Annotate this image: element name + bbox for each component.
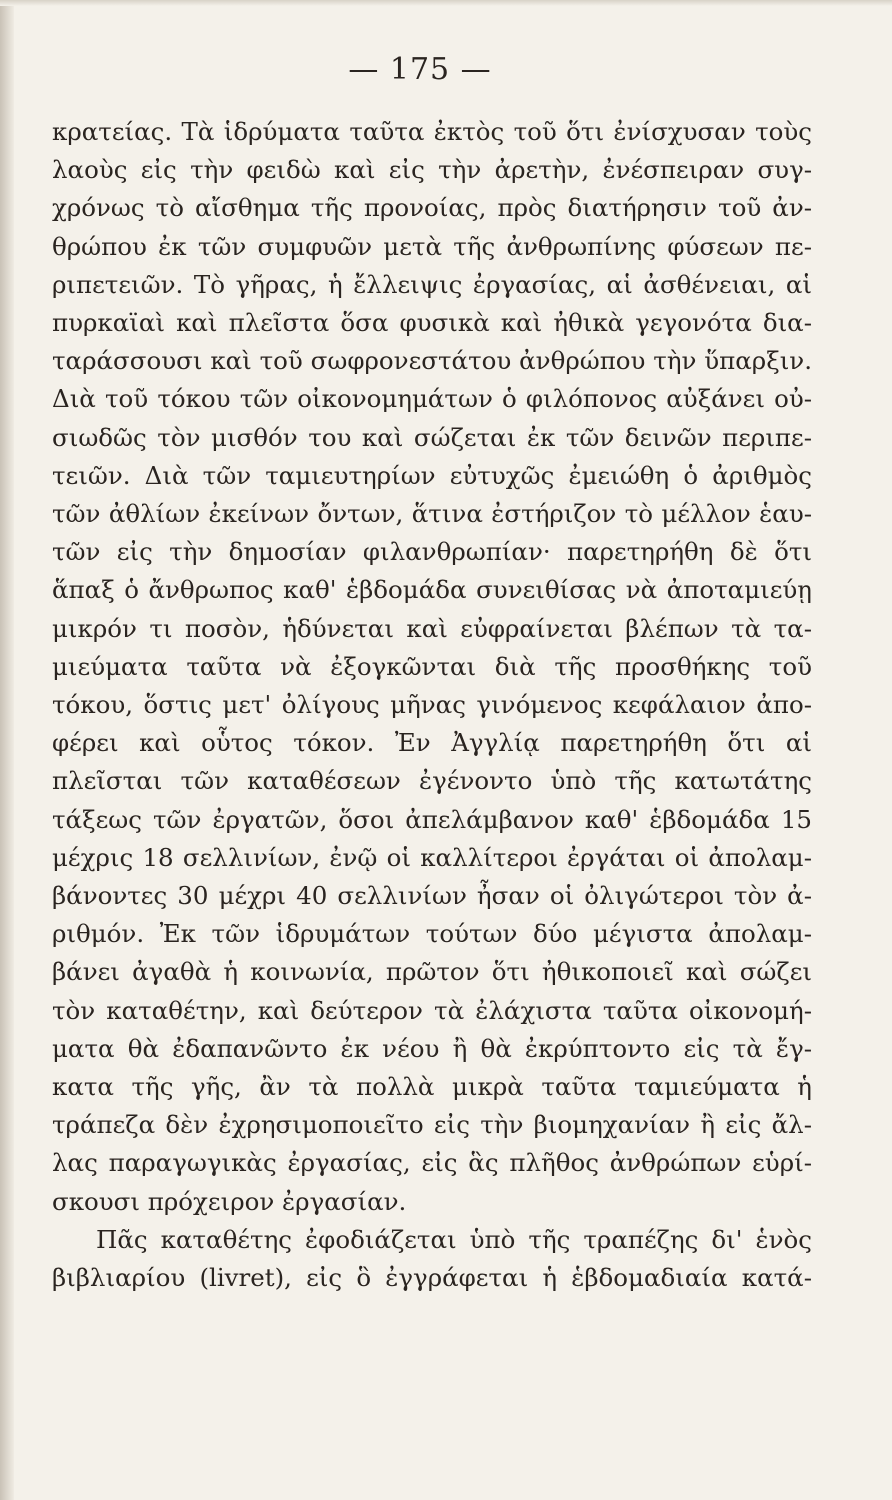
text-line: φέρει καὶ οὗτος τόκον. Ἐν Ἀγγλίᾳ παρετηρήθη ὅτι αἱ [52,728,812,758]
text-line: Διὰ τοῦ τόκου τῶν οἰκονομημάτων ὁ φιλόπονος αὐξάνει οὐ- [52,384,812,414]
text-line: πυρκαϊαὶ καὶ πλεῖστα ὅσα φυσικὰ καὶ ἠθικὰ γεγονότα δια- [52,308,812,338]
text-line: σκουσι πρόχειρον ἐργασίαν. [52,1186,407,1216]
text-line: λας παραγωγικὰς ἐργασίας, εἰς ἃς πλῆθος ἀνθρώπων εὑρί- [52,1148,812,1178]
text-line: ματα θὰ ἐδαπανῶντο ἐκ νέου ἢ θὰ ἐκρύπτοντο εἰς τὰ ἔγ- [52,1033,812,1063]
text-line: τῶν ἀθλίων ἐκείνων ὄντων, ἅτινα ἐστήριζον τὸ μέλλον ἑαυ- [52,499,812,529]
text-line: Πᾶς καταθέτης ἐφοδιάζεται ὑπὸ τῆς τραπέζης δι' ἑνὸς [96,1224,812,1254]
text-line: χρόνως τὸ αἴσθημα τῆς προνοίας, πρὸς διατήρησιν τοῦ ἀν- [52,193,812,223]
text-line: ταράσσουσι καὶ τοῦ σωφρονεστάτου ἀνθρώπου τὴν ὕπαρξιν. [52,346,812,376]
scan-edge [0,0,14,1500]
text-line: τόκου, ὅστις μετ' ὀλίγους μῆνας γινόμενος κεφάλαιον ἀπο- [52,690,812,720]
scan-edge-top [0,0,892,6]
text-line: λαοὺς εἰς τὴν φειδὼ καὶ εἰς τὴν ἀρετὴν, ἐνέσπειραν συγ- [52,155,812,185]
page-number: — 175 — [348,52,492,87]
text-line: κατα τῆς γῆς, ἂν τὰ πολλὰ μικρὰ ταῦτα ταμιεύματα ἡ [52,1072,812,1102]
body-text [52,113,812,1297]
text-line: ἅπαξ ὁ ἄνθρωπος καθ' ἑβδομάδα συνειθίσας νὰ ἀποταμιεύῃ [52,575,812,605]
text-line: τὸν καταθέτην, καὶ δεύτερον τὰ ἐλάχιστα ταῦτα οἰκονομή- [52,995,812,1025]
book-page [52,52,812,1297]
text-line: θρώπου ἐκ τῶν συμφυῶν μετὰ τῆς ἀνθρωπίνης φύσεων πε- [52,231,812,261]
text-line: τῶν εἰς τὴν δημοσίαν φιλανθρωπίαν· παρετηρήθη δὲ ὅτι [52,537,812,567]
text-line: μέχρις 18 σελλινίων, ἐνῷ οἱ καλλίτεροι ἐργάται οἱ ἀπολαμ- [52,842,812,872]
text-line: πλεῖσται τῶν καταθέσεων ἐγένοντο ὑπὸ τῆς κατωτάτης [52,766,812,796]
text-line: βάνοντες 30 μέχρι 40 σελλινίων ἦσαν οἱ ὀλιγώτεροι τὸν ἀ- [52,881,812,911]
text-line: ριπετειῶν. Τὸ γῆρας, ἡ ἔλλειψις ἐργασίας, αἱ ἀσθένειαι, αἱ [52,269,812,299]
text-line: μιεύματα ταῦτα νὰ ἐξογκῶνται διὰ τῆς προσθήκης τοῦ [52,651,812,681]
text-line: τειῶν. Διὰ τῶν ταμιευτηρίων εὐτυχῶς ἐμειώθη ὁ ἀριθμὸς [52,460,812,490]
text-line: βιβλιαρίου (livret), εἰς ὃ ἐγγράφεται ἡ ἑβδομαδιαία κατά- [52,1263,812,1293]
text-line: κρατείας. Τὰ ἱδρύματα ταῦτα ἐκτὸς τοῦ ὅτι ἐνίσχυσαν τοὺς [52,117,812,146]
text-line: βάνει ἀγαθὰ ἡ κοινωνία, πρῶτον ὅτι ἠθικοποιεῖ καὶ σώζει [52,957,812,987]
text-line: σιωδῶς τὸν μισθόν του καὶ σώζεται ἐκ τῶν δεινῶν περιπε- [52,422,812,452]
text-line: μικρόν τι ποσὸν, ἡδύνεται καὶ εὐφραίνεται βλέπων τὰ τα- [52,613,812,643]
text-line: ριθμόν. Ἐκ τῶν ἱδρυμάτων τούτων δύο μέγιστα ἀπολαμ- [52,919,812,949]
text-line: τράπεζα δὲν ἐχρησιμοποιεῖτο εἰς τὴν βιομηχανίαν ἢ εἰς ἄλ- [52,1110,812,1140]
text-line: τάξεως τῶν ἐργατῶν, ὅσοι ἀπελάμβανον καθ' ἑβδομάδα 15 [52,804,812,834]
